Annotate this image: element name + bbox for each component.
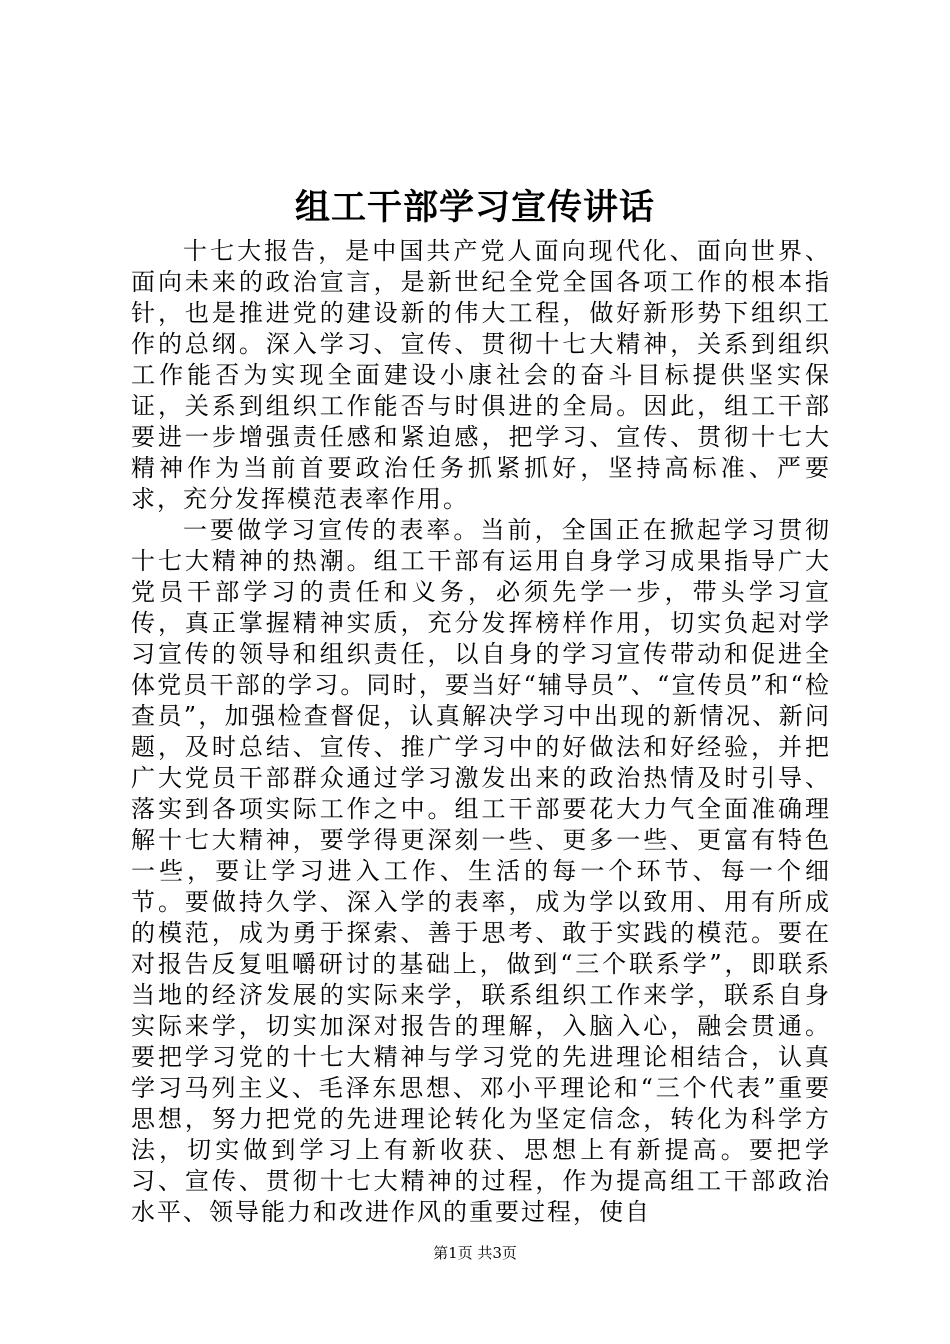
page-number-footer: 第1页 共3页 [433, 1244, 517, 1262]
paragraph-intro: 十七大报告，是中国共产党人面向现代化、面向世界、面向未来的政治宣言，是新世纪全党全国各项工作的根本指针，也是推进党的建设新的伟大工程，做好新形势下组织工作的总纲。深入学习、宣传、贯彻十七大精神，关系到组织工作能否为实现全面建设小康社会的奋斗目标提供坚实保证，关系到组织工作能否与时俱进的全局。因此，组工干部要进一步增强责任感和紧迫感，把学习、宣传、贯彻十七大精神作为当前首要政治任务抓紧抓好，坚持高标准、严要求，充分发挥模范表率作用。 [131, 237, 831, 513]
document-title: 组工干部学习宣传讲话 [294, 187, 655, 228]
paragraph-study-example: 一要做学习宣传的表率。当前，全国正在掀起学习贯彻十七大精神的热潮。组工干部有运用自身学习成果指导广大党员干部学习的责任和义务，必须先学一步，带头学习宣传，真正掌握精神实质，充分发挥榜样作用，切实负起对学习宣传的领导和组织责任，以自身的学习宣传带动和促进全体党员干部的学习。同时，要当好“辅导员”、“宣传员”和“检查员”，加强检查督促，认真解决学习中出现的新情况、新问题，及时总结、宣传、推广学习中的好做法和好经验，并把广大党员干部群众通过学习激发出来的政治热情及时引导、落实到各项实际工作之中。组工干部要花大力气全面准确理解十七大精神，要学得更深刻一些、更多一些、更富有特色一些，要让学习进入工作、生活的每一个环节、每一个细节。要做持久学、深入学的表率，成为学以致用、用有所成的模范，成为勇于探索、善于思考、敢于实践的模范。要在对报告反复咀嚼研讨的基础上，做到“三个联系学”，即联系当地的经济发展的实际来学，联系组织工作来学，联系自身实际来学，切实加深对报告的理解，入脑入心，融会贯通。要把学习党的十七大精神与学习党的先进理论相结合，认真学习马列主义、毛泽东思想、邓小平理论和“三个代表”重要思想，努力把党的先进理论转化为坚定信念，转化为科学方法，切实做到学习上有新收获、思想上有新提高。要把学习、宣传、贯彻十七大精神的过程，作为提高组工干部政治水平、领导能力和改进作风的重要过程，使自 [131, 516, 831, 1226]
document-body [131, 236, 831, 1228]
